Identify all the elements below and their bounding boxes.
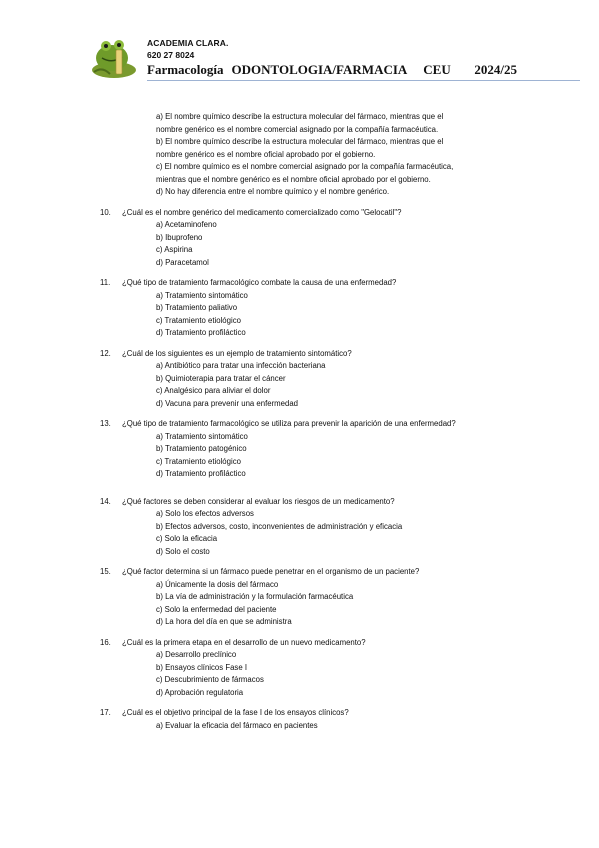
- option-line: c) El nombre químico es el nombre comercial asignado por la compañía farmacéutica,: [156, 162, 454, 171]
- course-name: ODONTOLOGIA/FARMACIA: [231, 62, 408, 77]
- question-text: ¿Qué factores se deben considerar al evaluar los riesgos de un medicamento?: [122, 496, 395, 506]
- question-number: 15.: [100, 567, 111, 576]
- answer-option: d) Tratamiento profiláctico: [156, 328, 246, 337]
- question-number: 10.: [100, 207, 111, 217]
- answer-option: a) Antibiótico para tratar una infección bacteriana: [156, 361, 326, 370]
- answer-option: a) Tratamiento sintomático: [156, 431, 248, 441]
- question-text: ¿Cuál es el objetivo principal de la fase I de los ensayos clínicos?: [122, 708, 349, 717]
- question-number: 17.: [100, 708, 111, 717]
- question-text: ¿Cuál de los siguientes es un ejemplo de tratamiento sintomático?: [122, 348, 352, 358]
- answer-option: c) Descubrimiento de fármacos: [156, 675, 264, 684]
- question-text: ¿Qué tipo de tratamiento farmacológico combate la causa de una enfermedad?: [122, 278, 397, 287]
- answer-option: c) Aspirina: [156, 245, 193, 254]
- question: [100, 348, 500, 411]
- answer-option: c) Solo la enfermedad del paciente: [156, 604, 277, 614]
- university-name: CEU: [423, 62, 451, 77]
- option-line: a) El nombre químico describe la estructura molecular del fármaco, mientras que el: [156, 112, 444, 121]
- frog-logo-icon: [88, 36, 140, 80]
- academy-phone: 620 27 8024: [147, 50, 195, 60]
- answer-option: b) La vía de administración y la formulación farmacéutica: [156, 592, 354, 601]
- answer-option: a) Desarrollo preclínico: [156, 650, 237, 659]
- answer-option: c) Tratamiento etiológico: [156, 315, 241, 325]
- continued-options: [100, 111, 500, 199]
- question-text: ¿Qué tipo de tratamiento farmacológico se utiliza para prevenir la aparición de una enfermedad?: [122, 419, 456, 428]
- question: [100, 566, 500, 629]
- answer-option: d) Solo el costo: [156, 546, 210, 556]
- question: [100, 637, 500, 700]
- header-divider: [147, 80, 580, 81]
- question-number: 16.: [100, 637, 111, 647]
- question: [100, 207, 500, 270]
- answer-option: d) Paracetamol: [156, 257, 209, 267]
- option-line: nombre genérico es el nombre oficial aprobado por el gobierno.: [156, 149, 376, 159]
- question-number: 13.: [100, 419, 111, 428]
- question-text: ¿Qué factor determina si un fármaco puede penetrar en el organismo de un paciente?: [122, 567, 420, 576]
- answer-option: a) Únicamente la dosis del fármaco: [156, 579, 279, 589]
- option-line: mientras que el nombre genérico es el nombre oficial aprobado por el gobierno.: [156, 174, 431, 184]
- option-line: d) No hay diferencia entre el nombre químico y el nombre genérico.: [156, 187, 390, 196]
- answer-option: c) Tratamiento etiológico: [156, 456, 241, 466]
- question-number: 11.: [100, 278, 111, 287]
- answer-option: b) Tratamiento patogénico: [156, 444, 247, 453]
- option-line: nombre genérico es el nombre comercial asignado por la compañía farmacéutica.: [156, 124, 439, 134]
- question: [100, 418, 500, 481]
- answer-option: d) Vacuna para prevenir una enfermedad: [156, 398, 299, 408]
- answer-option: b) Tratamiento paliativo: [156, 303, 238, 312]
- question: [100, 707, 500, 732]
- answer-option: a) Solo los efectos adversos: [156, 509, 254, 518]
- question: [100, 496, 500, 559]
- answer-option: b) Ibuprofeno: [156, 232, 203, 242]
- question-number: 12.: [100, 348, 111, 358]
- question-number: 14.: [100, 496, 111, 506]
- answer-option: a) Tratamiento sintomático: [156, 290, 248, 300]
- answer-option: b) Efectos adversos, costo, inconvenientes de administración y eficacia: [156, 521, 403, 531]
- answer-option: d) Tratamiento profiláctico: [156, 469, 246, 478]
- question: [100, 277, 500, 340]
- answer-option: d) Aprobación regulatoria: [156, 687, 244, 697]
- exam-content: [100, 111, 500, 732]
- answer-option: c) Analgésico para aliviar el dolor: [156, 386, 271, 395]
- option-line: b) El nombre químico describe la estructura molecular del fármaco, mientras que el: [156, 137, 444, 146]
- answer-option: a) Evaluar la eficacia del fármaco en pacientes: [156, 720, 318, 730]
- answer-option: b) Quimioterapia para tratar el cáncer: [156, 373, 286, 383]
- answer-option: a) Acetaminofeno: [156, 220, 217, 229]
- subject-name: Farmacología: [147, 62, 224, 77]
- answer-option: d) La hora del día en que se administra: [156, 617, 292, 626]
- answer-option: b) Ensayos clínicos Fase I: [156, 662, 248, 672]
- question-text: ¿Cuál es la primera etapa en el desarrollo de un nuevo medicamento?: [122, 637, 366, 647]
- answer-option: c) Solo la eficacia: [156, 534, 218, 543]
- academic-year: 2024/25: [474, 62, 517, 77]
- academy-name: ACADEMIA CLARA.: [147, 38, 229, 48]
- document-title: [147, 62, 517, 78]
- question-text: ¿Cuál es el nombre genérico del medicamento comercializado como "Gelocatil"?: [122, 207, 402, 217]
